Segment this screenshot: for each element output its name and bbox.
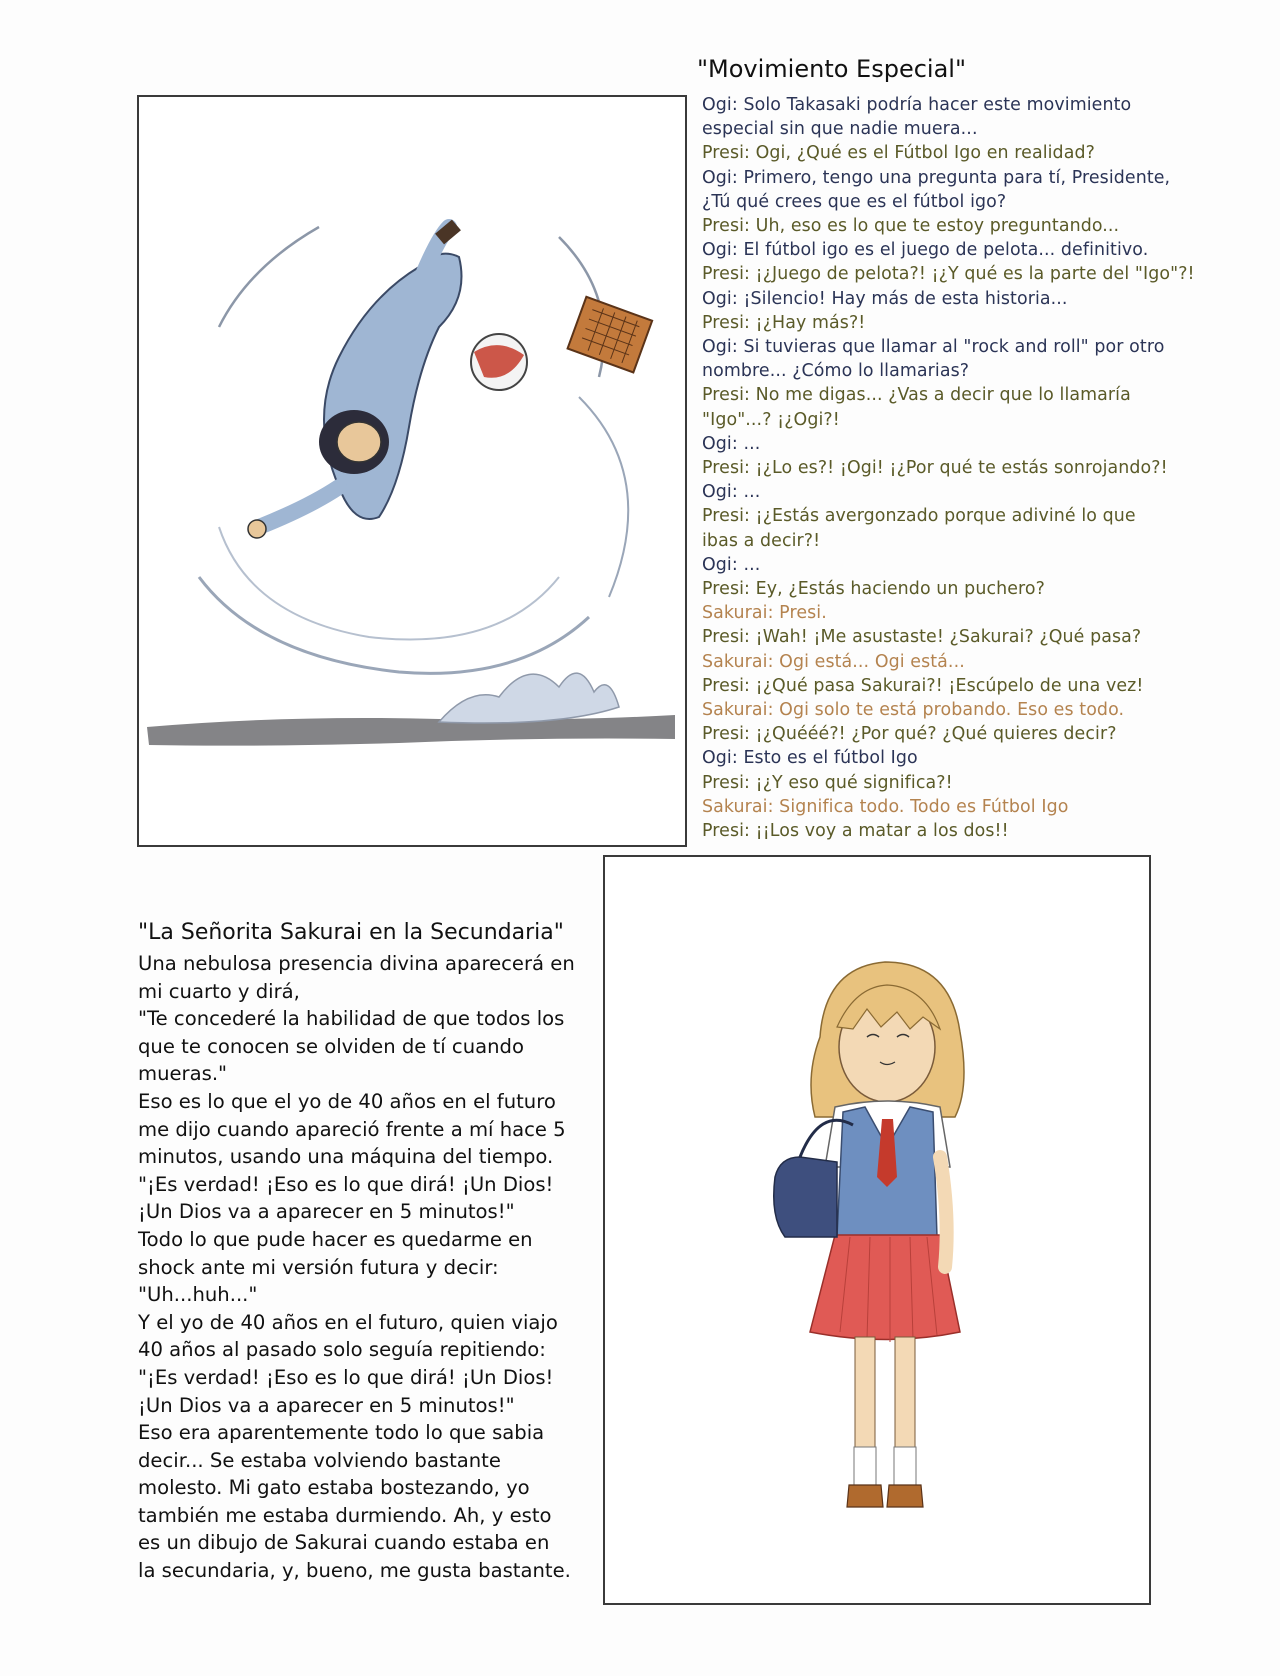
- dialogue-line-sakurai: Sakurai: Presi.: [702, 603, 827, 624]
- story-line: Eso es lo que el yo de 40 años en el futuro: [138, 1089, 556, 1113]
- dialogue-line-presi: Presi: ¡¿Y eso qué significa?!: [702, 772, 953, 793]
- story-line: la secundaria, y, bueno, me gusta bastante.: [138, 1559, 571, 1583]
- dialogue-line-ogi: Ogi: Primero, tengo una pregunta para tí, Presidente,: [702, 167, 1171, 188]
- illustration-frame-sakurai: [603, 855, 1151, 1605]
- dialogue-line-ogi: Ogi: Esto es el fútbol Igo: [702, 748, 918, 769]
- sakurai-schoolgirl-illustration: [605, 857, 1149, 1603]
- story-line: Eso era aparentemente todo lo que sabia: [138, 1421, 545, 1445]
- story-line: Y el yo de 40 años en el futuro, quien viajo: [138, 1310, 558, 1334]
- story-line: ¡Un Dios va a aparecer en 5 minutos!": [138, 1393, 515, 1417]
- dialogue-line-ogi: Ogi: ...: [702, 433, 761, 454]
- section-title-movimiento-especial: "Movimiento Especial": [697, 55, 966, 83]
- dialogue-line-ogi: Ogi: El fútbol igo es el juego de pelota... definitivo.: [702, 240, 1149, 261]
- story-line: mueras.": [138, 1062, 228, 1086]
- story-line: "¡Es verdad! ¡Eso es lo que dirá! ¡Un Dios!: [138, 1172, 554, 1196]
- story-line: mi cuarto y dirá,: [138, 979, 300, 1003]
- story-line: que te conocen se olviden de tí cuando: [138, 1034, 524, 1058]
- dialogue-line-presi: ibas a decir?!: [702, 530, 821, 551]
- story-line: también me estaba durmiendo. Ah, y esto: [138, 1503, 552, 1527]
- dialogue-line-presi: Presi: ¡¿Quééé?! ¿Por qué? ¿Qué quieres decir?: [702, 724, 1117, 745]
- story-line: "Uh...huh...": [138, 1283, 258, 1307]
- dialogue-line-presi: Presi: Ey, ¿Estás haciendo un puchero?: [702, 579, 1045, 600]
- story-line: Una nebulosa presencia divina aparecerá en: [138, 952, 575, 975]
- dialogue-line-presi: Presi: ¡Wah! ¡Me asustaste! ¿Sakurai? ¿Qué pasa?: [702, 627, 1142, 648]
- dialogue-line-ogi: Ogi: ...: [702, 482, 761, 503]
- story-line: es un dibujo de Sakurai cuando estaba en: [138, 1531, 550, 1555]
- story-line: Todo lo que pude hacer es quedarme en: [138, 1227, 533, 1251]
- story-line: "¡Es verdad! ¡Eso es lo que dirá! ¡Un Dios!: [138, 1365, 554, 1389]
- dialogue-line-sakurai: Sakurai: Ogi está... Ogi está...: [702, 651, 965, 672]
- dialogue-line-ogi: especial sin que nadie muera...: [702, 119, 978, 140]
- story-line: decir... Se estaba volviendo bastante: [138, 1448, 501, 1472]
- dialogue-line-presi: "Igo"...? ¡¿Ogi?!: [702, 409, 840, 430]
- illustration-frame-flip-kick: [137, 95, 687, 847]
- story-line: shock ante mi versión futura y decir:: [138, 1255, 499, 1279]
- dialogue-line-presi: Presi: No me digas... ¿Vas a decir que lo llamaría: [702, 385, 1131, 406]
- dialogue-line-ogi: Ogi: Si tuvieras que llamar al "rock and roll" por otro: [702, 337, 1165, 358]
- dialogue-line-presi: Presi: ¡¿Estás avergonzado porque adiviné lo que: [702, 506, 1136, 527]
- dialogue-line-ogi: Ogi: ...: [702, 554, 761, 575]
- story-text: [138, 950, 608, 1585]
- dialogue-line-presi: Presi: ¡¿Juego de pelota?! ¡¿Y qué es la parte del "Igo"?!: [702, 264, 1195, 285]
- story-line: ¡Un Dios va a aparecer en 5 minutos!": [138, 1200, 515, 1224]
- dialogue-transcript: [702, 93, 1202, 843]
- story-line: 40 años al pasado solo seguía repitiendo:: [138, 1338, 546, 1362]
- dialogue-line-ogi: Ogi: Solo Takasaki podría hacer este movimiento: [702, 95, 1132, 115]
- dialogue-line-presi: Presi: ¡¿Lo es?! ¡Ogi! ¡¿Por qué te estás sonrojando?!: [702, 458, 1168, 479]
- dialogue-line-ogi: Ogi: ¡Silencio! Hay más de esta historia...: [702, 288, 1068, 309]
- section-title-senorita-sakurai: "La Señorita Sakurai en la Secundaria": [138, 920, 564, 945]
- story-line: molesto. Mi gato estaba bostezando, yo: [138, 1476, 530, 1500]
- story-line: me dijo cuando apareció frente a mí hace 5: [138, 1117, 566, 1141]
- flip-kick-illustration: [139, 97, 685, 845]
- dialogue-line-presi: Presi: Uh, eso es lo que te estoy preguntando...: [702, 216, 1120, 237]
- dialogue-line-presi: Presi: ¡¿Hay más?!: [702, 312, 866, 333]
- story-line: minutos, usando una máquina del tiempo.: [138, 1145, 554, 1169]
- story-line: "Te concederé la habilidad de que todos los: [138, 1007, 565, 1031]
- dialogue-line-sakurai: Sakurai: Significa todo. Todo es Fútbol Igo: [702, 796, 1069, 817]
- dialogue-line-presi: Presi: ¡¡Los voy a matar a los dos!!: [702, 821, 1009, 842]
- dialogue-line-sakurai: Sakurai: Ogi solo te está probando. Eso es todo.: [702, 700, 1125, 721]
- dialogue-line-ogi: ¿Tú qué crees que es el fútbol igo?: [702, 191, 1007, 212]
- dialogue-line-presi: Presi: Ogi, ¿Qué es el Fútbol Igo en realidad?: [702, 143, 1095, 164]
- dialogue-line-presi: Presi: ¡¿Qué pasa Sakurai?! ¡Escúpelo de una vez!: [702, 675, 1144, 696]
- dialogue-line-ogi: nombre... ¿Cómo lo llamarias?: [702, 361, 970, 382]
